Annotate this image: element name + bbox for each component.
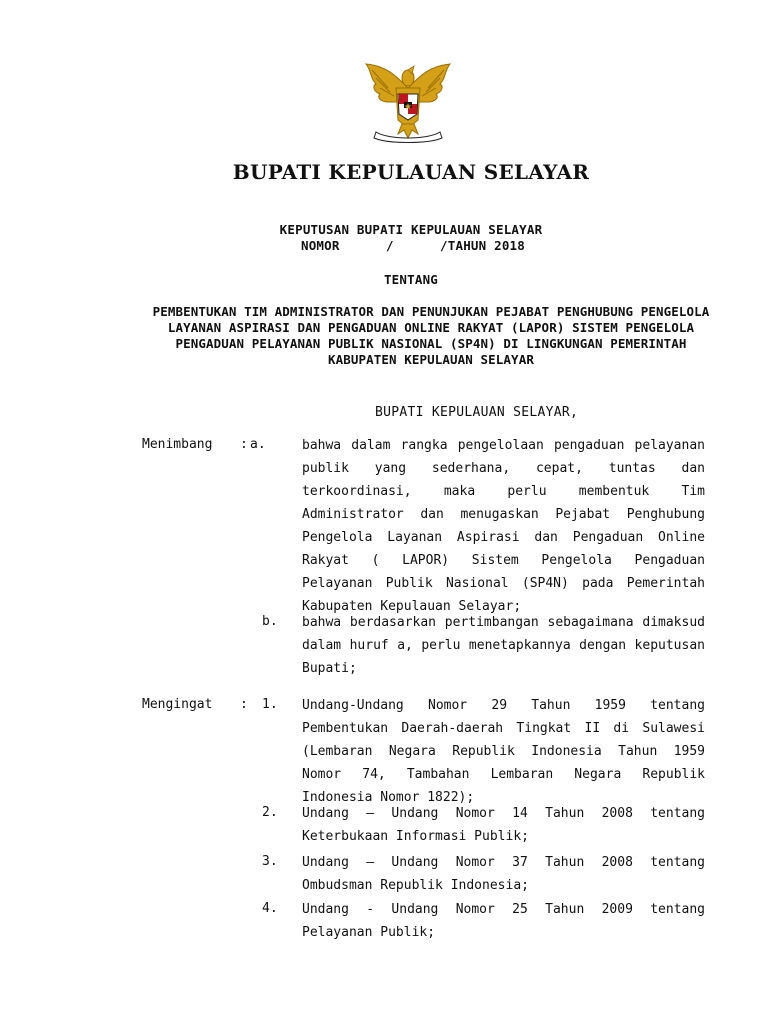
decree-title: KEPUTUSAN BUPATI KEPULAUAN SELAYAR [279,222,543,237]
regent-title: BUPATI KEPULAUAN SELAYAR [232,160,590,184]
decree-number: NOMOR / /TAHUN 2018 [300,238,526,253]
garuda-pancasila-emblem [358,58,458,144]
mengingat-marker-4: 4. [262,901,278,916]
opening-line: BUPATI KEPULAUAN SELAYAR, [375,405,579,420]
mengingat-label: Mengingat [142,697,213,712]
mengingat-marker-2: 2. [262,805,278,820]
menimbang-marker-b: b. [262,614,278,629]
mengingat-item-3: Undang – Undang Nomor 37 Tahun 2008 tentang Ombudsman Republik Indonesia; [302,855,705,893]
menimbang-item-a: bahwa dalam rangka pengelolaan pengaduan pelayanan publik yang sederhana, cepat, tuntas dan terkoordinasi, maka perlu membentuk Tim Administrator dan menugaskan Pejabat Penghubung Pengelola Layanan Aspirasi dan Pengaduan Online Rakyat ( LAPOR) Sistem Pengelola Pengaduan Pelayanan Publik Nasional (SP4N) pada Pemerintah Kabupaten Kepulauan Selayar; [302,438,705,614]
menimbang-colon: : [240,437,248,452]
mengingat-item-4: Undang - Undang Nomor 25 Tahun 2009 tentang Pelayanan Publik; [302,902,705,940]
menimbang-item-b: bahwa berdasarkan pertimbangan sebagaimana dimaksud dalam huruf a, perlu menetapkannya dengan keputusan Bupati; [302,615,705,676]
about-heading: TENTANG [383,272,439,287]
mengingat-marker-1: 1. [262,697,278,712]
mengingat-item-1: Undang-Undang Nomor 29 Tahun 1959 tentang Pembentukan Daerah-daerah Tingkat II di Sulawesi (Lembaran Negara Republik Indonesia Tahun 1959 Nomor 74, Tambahan Lembaran Negara Republik Indonesia Nomor 1822); [302,698,705,805]
menimbang-marker-a: a. [250,437,266,452]
mengingat-item-2: Undang – Undang Nomor 14 Tahun 2008 tentang Keterbukaan Informasi Publik; [302,806,705,844]
menimbang-label: Menimbang [142,437,213,452]
decree-subject: PEMBENTUKAN TIM ADMINISTRATOR DAN PENUNJUKAN PEJABAT PENGHUBUNG PENGELOLA LAYANAN ASPIRASI DAN PENGADUAN ONLINE RAKYAT (LAPOR) SISTEM PENGELOLA PENGADUAN PELAYANAN PUBLIK NASIONAL (SP4N) DI LINGKUNGAN PEMERINTAH KABUPATEN KEPULAUAN SELAYAR [152,304,710,367]
mengingat-colon: : [240,697,248,712]
mengingat-marker-3: 3. [262,854,278,869]
